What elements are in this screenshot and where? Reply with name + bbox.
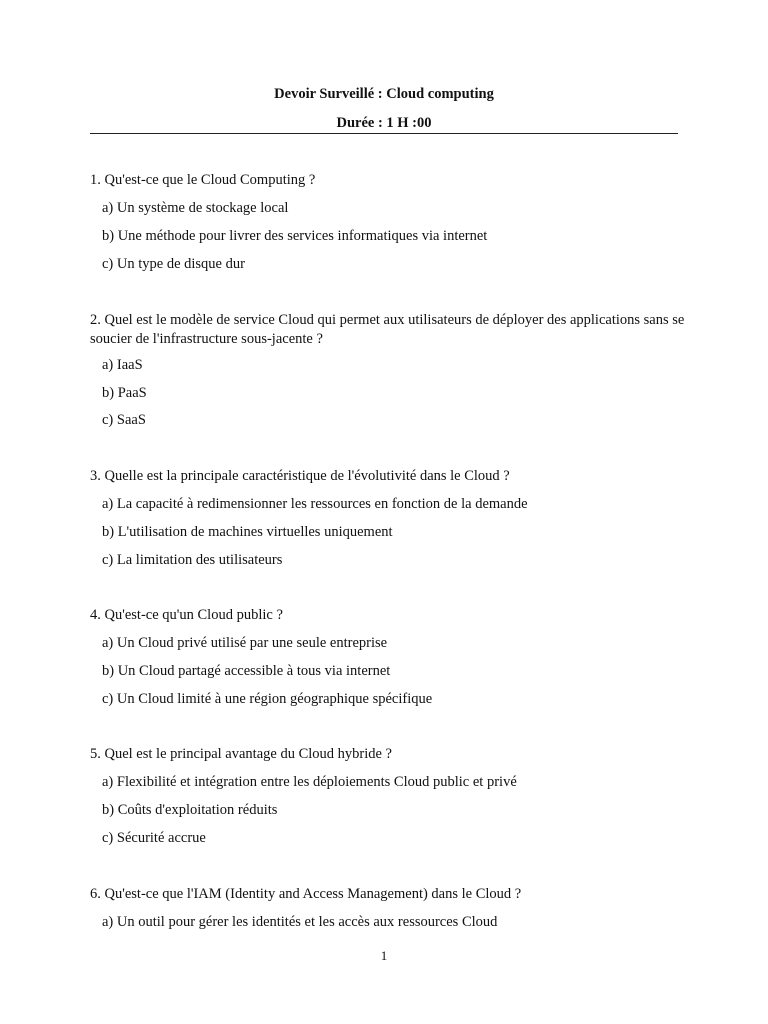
exam-title: Devoir Surveillé : Cloud computing xyxy=(274,86,494,102)
question-6-option-a: a) Un outil pour gérer les identités et les accès aux ressources Cloud xyxy=(102,914,498,930)
question-2-text: 2. Quel est le modèle de service Cloud qui permet aux utilisateurs de déployer des applications sans se soucier de l'infrastructure sous-jacente ? xyxy=(90,312,685,347)
question-3-option-c: c) La limitation des utilisateurs xyxy=(102,552,283,568)
question-4-option-c: c) Un Cloud limité à une région géographique spécifique xyxy=(102,691,433,707)
question-3-text: 3. Quelle est la principale caractéristique de l'évolutivité dans le Cloud ? xyxy=(90,468,510,484)
question-4-option-a: a) Un Cloud privé utilisé par une seule entreprise xyxy=(102,635,388,651)
question-5-text: 5. Quel est le principal avantage du Cloud hybride ? xyxy=(90,746,392,762)
question-6-text: 6. Qu'est-ce que l'IAM (Identity and Access Management) dans le Cloud ? xyxy=(90,886,522,902)
question-2-option-c: c) SaaS xyxy=(102,412,146,428)
question-3-option-a: a) La capacité à redimensionner les ressources en fonction de la demande xyxy=(102,496,528,512)
question-3-option-b: b) L'utilisation de machines virtuelles uniquement xyxy=(102,524,393,540)
question-1-option-a: a) Un système de stockage local xyxy=(102,200,289,216)
question-2-option-b: b) PaaS xyxy=(102,385,147,401)
question-1-text: 1. Qu'est-ce que le Cloud Computing ? xyxy=(90,172,316,188)
exam-duration: Durée : 1 H :00 xyxy=(336,115,432,131)
page-number: 1 xyxy=(380,948,388,963)
question-2-option-a: a) IaaS xyxy=(102,357,143,373)
question-5-option-c: c) Sécurité accrue xyxy=(102,830,206,846)
question-5-option-b: b) Coûts d'exploitation réduits xyxy=(102,802,278,818)
question-5-option-a: a) Flexibilité et intégration entre les déploiements Cloud public et privé xyxy=(102,774,517,790)
header-divider xyxy=(90,133,678,134)
question-1-option-c: c) Un type de disque dur xyxy=(102,256,245,272)
question-1-option-b: b) Une méthode pour livrer des services informatiques via internet xyxy=(102,228,488,244)
question-4-option-b: b) Un Cloud partagé accessible à tous via internet xyxy=(102,663,391,679)
question-4-text: 4. Qu'est-ce qu'un Cloud public ? xyxy=(90,607,283,623)
